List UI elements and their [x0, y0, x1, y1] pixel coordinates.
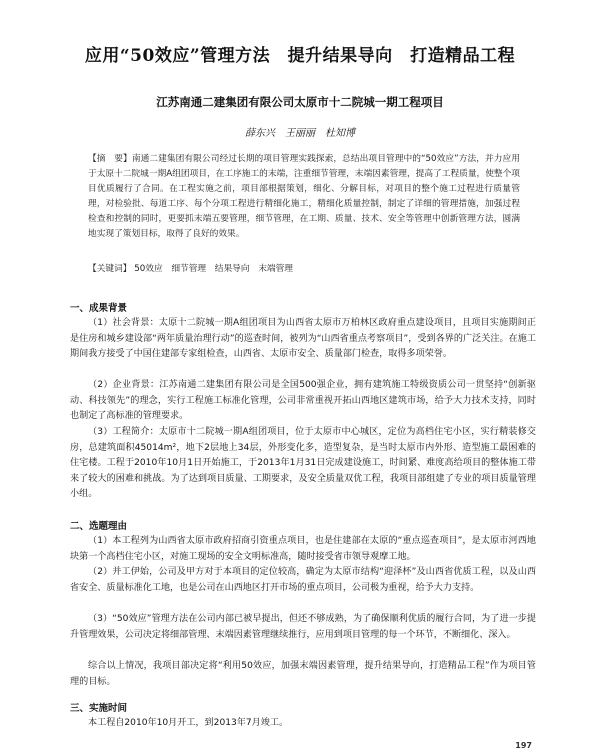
- paragraph-reason-1: （1）本工程列为山西省太原市政府招商引资重点项目，也是住建部在太原的“重点巡查项目”，是太原市河西地块第一个高档住宅小区，对施工现场的安全文明标准高，随时接受省市领导观摩工地。: [70, 536, 536, 562]
- section-heading-background: 一、成果背景: [70, 303, 128, 314]
- article-authors: 薛东兴 王丽丽 杜知博: [245, 128, 355, 139]
- keywords-label: 【关键词】: [88, 264, 132, 274]
- article-subtitle: 江苏南通二建集团有限公司太原市十二院城一期工程项目: [156, 95, 444, 109]
- keywords-text: 50效应 细节管理 结果导向 末端管理: [134, 264, 293, 274]
- article-title: 应用“50效应”管理方法 提升结果导向 打造精品工程: [84, 46, 516, 66]
- paragraph-project-overview: （3）工程简介：太原市十二院城一期A组团项目，位于太原市中心城区，定位为高档住宅小区，实行精装修交房，总建筑面积45014m²，地下2层地上34层，外形变化多，造型复杂，是当时太原市内外形、造型施工最困难的住宅楼。工程于2010年10月1日开始施工，于2013年1月31日完成建设施工，时间紧、难度高给项目的整体施工带来了较大的困难和挑战。为了达到项目质量、工期要求，及安全质量双优工程，我项目部组建了专业的项目质量管理小组。: [70, 427, 536, 499]
- abstract-text: 南通二建集团有限公司经过长期的项目管理实践探索，总结出项目管理中的“50效应”方法，并力应用于太原十二院城一期A组团项目，在工序施工的末端，注重细节管理，末端因素管理，提高了工程质量，使整个项目优质履行了合同。在工程实施之前，项目部根据策划，细化、分解目标，对项目的整个施工过程进行质量管理，对检验批、每道工序、每个分项工程进行精细化施工，精细化质量控制，制定了详细的管理措施，加强过程检查和控制的同时，更要抓末端五要管理，细节管理，在工期、质量、技术、安全等管理中创新管理方法，圆满地实现了策划目标，取得了良好的效果。: [88, 154, 521, 240]
- keywords-block: [88, 262, 520, 277]
- paragraph-schedule: 本工程自2010年10月开工，到2013年7月竣工。: [88, 718, 289, 728]
- paragraph-reason-3: （3）“50效应”管理方法在公司内部已被早提出，但还不够成熟，为了确保顺利优质的履行合同，为了进一步提升管理效果，公司决定将细部管理、末端因素管理继续推行，应用到项目管理的每一个环节，不断细化、深入。: [70, 614, 536, 640]
- abstract-label: 【摘 要】: [88, 154, 132, 164]
- page-number: 197: [515, 741, 532, 750]
- paragraph-reason-2: （2）并工伊始，公司及甲方对于本项目的定位较高，确定为太原市结构“迎泽杯”及山西省优质工程，以及山西省安全、质量标准化工地，也是公司在山西地区打开市场的重点项目，公司极为重视，给予大力支持。: [70, 567, 536, 593]
- section-heading-reasons: 二、选题理由: [70, 521, 128, 532]
- paragraph-enterprise-background: （2）企业背景：江苏南通二建集团有限公司是全国500强企业，拥有建筑施工特级资质公司一贯坚持“创新驱动、科技领先”的理念，实行工程施工标准化管理，公司非常重视开拓山西地区建筑市场，给予大力技术支持，同时也制定了高标准的管理要求。: [70, 380, 536, 421]
- section-heading-schedule: 三、实施时间: [70, 703, 128, 714]
- paragraph-summary: 综合以上情况，我项目部决定将“利用50效应，加强末端因素管理，提升结果导向，打造精品工程”作为项目管理的目标。: [70, 661, 536, 687]
- abstract-block: [88, 152, 520, 243]
- paragraph-social-background: （1）社会背景：太原十二院城一期A组团项目为山西省太原市万柏林区政府重点建设项目，且项目实施期间正是住房和城乡建设部“两年质量治理行动”的巡查时间，被列为“山西省重点考察项目”，受到各界的广泛关注。在施工期间我方接受了中国住建部专家组检查，山西省、太原市安全、质量部门检查，取得多项荣誉。: [70, 318, 536, 359]
